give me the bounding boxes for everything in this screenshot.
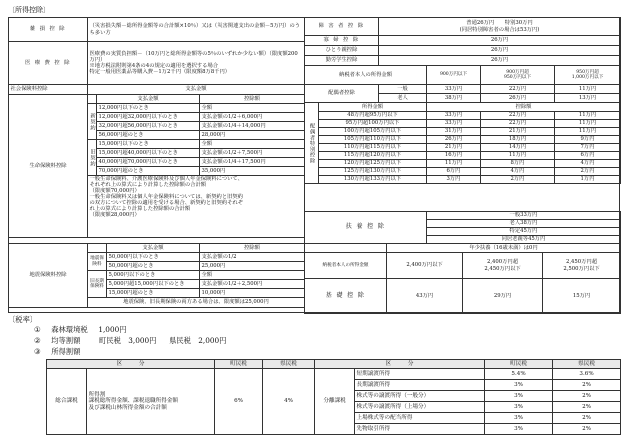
section-header: 〔所得控除〕 xyxy=(8,6,50,14)
haigusha-value: 22万円 xyxy=(481,85,555,94)
seimei-old-ded: 全額 xyxy=(200,140,305,149)
shotokuwari-table xyxy=(46,359,621,435)
seimei-head-paid: 支払金額 xyxy=(97,95,200,104)
tokubetsu-income: 95万円超100万円以下 xyxy=(319,120,427,128)
kiso-col-head: 2,450万円超 2,500万円以下 xyxy=(543,253,621,279)
tokubetsu-value: 22万円 xyxy=(481,120,555,128)
sogo-line: 及び課税山林所得金額の合計額 xyxy=(88,404,167,411)
seimei-new-ded: 全額 xyxy=(200,104,305,113)
seimei-note-line: の双方について控除の適用を受ける場合、新契約と旧契約それぞ xyxy=(89,200,244,207)
tokubetsu-value: 18万円 xyxy=(481,136,555,144)
tokubetsu-income: 115万円超120万円以下 xyxy=(319,152,427,160)
iryo-line: ※地方税法附則第4条の4の規定の適用を選択する場合 xyxy=(89,63,219,69)
seimei-new-label: 新契約 xyxy=(88,104,97,140)
bunri-cho-rate: 5.4% xyxy=(485,369,553,380)
seimei-new-paid: 12,000円以下のとき xyxy=(97,104,200,113)
haigusha-value: 13万円 xyxy=(555,94,621,103)
kiso-col-head: 2,400万円超 2,450万円以下 xyxy=(463,253,543,279)
jishin-note: 地震保険、旧長期保険の両方ある場合は、限度額は25,000円 xyxy=(88,298,305,308)
tokubetsu-value: 4万円 xyxy=(481,168,555,176)
haigusha-value: 33万円 xyxy=(427,85,481,94)
seimei-new-paid: 32,000円超56,000円以下のとき xyxy=(97,122,200,131)
bunri-head-cho: 町民税 xyxy=(485,360,553,369)
kiso-value: 15万円 xyxy=(543,279,621,314)
jishin-long-paid: 5,000円超15,000円以下のとき xyxy=(107,280,200,289)
shogai-line: (同居特別障害者の場合は53万円) xyxy=(459,26,540,33)
seimei-note-line: （限度額28,000円） xyxy=(89,212,140,219)
bunri-ken-rate: 2% xyxy=(553,413,621,424)
jishin-quake-paid: 50,000円以下のとき xyxy=(107,253,200,262)
kafu-label: 寡 婦 控 除 xyxy=(305,36,379,46)
kiso-table xyxy=(304,243,621,314)
bunri-kubun: 先物取引所得 xyxy=(355,424,485,435)
tokubetsu-value: 11万円 xyxy=(481,152,555,160)
hitorioya-label: ひとり親控除 xyxy=(305,46,379,56)
haigusha-value: 26万円 xyxy=(481,94,555,103)
jishin-quake-label: 地震保険料 xyxy=(88,253,107,271)
sogo-head-ken: 県民税 xyxy=(263,360,315,369)
tokubetsu-value: 16万円 xyxy=(427,152,481,160)
haigusha-value: 38万円 xyxy=(427,94,481,103)
zeiritsu-line2-num: ② xyxy=(34,336,41,345)
tokubetsu-income: 130万円超133万円以下 xyxy=(319,176,427,184)
jishin-long-ded: 10,000円 xyxy=(200,289,305,298)
bunri-cho-rate: 3% xyxy=(485,380,553,391)
tokubetsu-income: 125万円超130万円以下 xyxy=(319,168,427,176)
haigusha-label: 配偶者控除 xyxy=(305,85,379,103)
jishin-long-ded: 支払金額の1/2＋2,500円 xyxy=(200,280,305,289)
zeiritsu-line3 xyxy=(34,348,80,356)
zeiritsu-line2 xyxy=(34,337,226,345)
seimei-table xyxy=(8,94,305,238)
iryo-label: 医 療 費 控 除 xyxy=(9,42,88,85)
seimei-new-ded: 支払金額の1/4＋14,000円 xyxy=(200,122,305,131)
sogo-ken-rate: 4% xyxy=(263,369,315,435)
sogo-head-kubun: 区 分 xyxy=(47,360,215,369)
tokubetsu-value: 22万円 xyxy=(481,112,555,120)
seimei-old-paid: 15,000円超40,000円以下のとき xyxy=(97,149,200,158)
seimei-note-line: 一般生命保険料又は個人年金保険料については、新契約と旧契約 xyxy=(89,194,244,201)
jishin-quake-ded: 支払金額の1/2 xyxy=(200,253,305,262)
seimei-label: 生命保険料控除 xyxy=(9,95,88,238)
jishin-long-paid: 15,000円超のとき xyxy=(107,289,200,298)
bunri-ken-rate: 2% xyxy=(553,402,621,413)
bunri-kubun: 長期譲渡所得 xyxy=(355,380,485,391)
zeiritsu-line1 xyxy=(34,326,127,334)
tokubetsu-income: 100万円超105万円以下 xyxy=(319,128,427,136)
zasson-label: 雑 損 控 除 xyxy=(9,18,88,42)
jishin-quake-paid: 50,000円超のとき xyxy=(107,262,200,271)
tokubetsu-value: 2万円 xyxy=(481,176,555,184)
kiso-value: 43万円 xyxy=(387,279,463,314)
tokubetsu-income: 110万円超115万円以下 xyxy=(319,144,427,152)
fuyo-table xyxy=(304,211,621,244)
seimei-note-line: れ上の算式により計算した控除額の合計額 xyxy=(89,206,191,213)
haigusha-col-head: 900万円以下 xyxy=(427,66,481,85)
shogai-line: 普通26万円 特別30万円 xyxy=(466,20,533,27)
tokubetsu-value: 11万円 xyxy=(555,120,621,128)
bunri-head-ken: 県民税 xyxy=(553,360,621,369)
tokubetsu-value: 7万円 xyxy=(555,144,621,152)
jishin-head-ded: 控除額 xyxy=(200,244,305,253)
zeiritsu-line3-label: 所得割額 xyxy=(51,347,81,356)
seimei-old-paid: 40,000円超70,000円以下のとき xyxy=(97,158,200,167)
bunri-ken-rate: 2% xyxy=(553,380,621,391)
bunri-label: 分離課税 xyxy=(315,369,355,435)
kafu-value: 26万円 xyxy=(379,36,621,46)
tokubetsu-income: 48万円超95万円以下 xyxy=(319,112,427,120)
zeiritsu-line2-cho: 町民税 3,000円 xyxy=(99,336,157,345)
seimei-new-paid: 12,000円超32,000円以下のとき xyxy=(97,113,200,122)
sogo-label: 総合課税 xyxy=(47,369,87,435)
bunri-cho-rate: 3% xyxy=(485,424,553,435)
seimei-old-paid: 15,000円以下のとき xyxy=(97,140,200,149)
jishin-table xyxy=(8,243,305,308)
fuyo-label: 扶 養 控 除 xyxy=(305,212,427,244)
kiso-value: 29万円 xyxy=(463,279,543,314)
kinro-label: 勤労学生控除 xyxy=(305,56,379,66)
jishin-long-paid: 5,000円以下のとき xyxy=(107,271,200,280)
tokubetsu-value: 6万円 xyxy=(427,168,481,176)
haigusha-value: 11万円 xyxy=(555,85,621,94)
shakai-label: 社会保険料控除 xyxy=(9,85,88,95)
sogo-line: 課税総所得金額、課税退職所得金額 xyxy=(88,398,179,405)
haigusha-income-head: 納税者本人の所得金額 xyxy=(305,66,427,85)
seimei-note-line: それぞれ上の算式により計算した控除額の合計額 xyxy=(89,182,207,189)
seimei-note-line: （限度額70,000円） xyxy=(89,188,140,195)
tokubetsu-value: 33万円 xyxy=(427,112,481,120)
right-top-table xyxy=(304,17,621,66)
bunri-ken-rate: 3.6% xyxy=(553,369,621,380)
left-deduction-table xyxy=(8,17,305,95)
tokubetsu-value: 1万円 xyxy=(555,176,621,184)
seimei-note-line: 一般生命保険料、介護医療保険料及び個人年金保険料について、 xyxy=(89,176,243,182)
sogo-cho-rate: 6% xyxy=(215,369,263,435)
tokubetsu-value: 8万円 xyxy=(481,160,555,168)
bunri-ken-rate: 2% xyxy=(553,391,621,402)
jishin-long-ded: 全額 xyxy=(200,271,305,280)
seimei-old-ded: 35,000円 xyxy=(200,167,305,176)
tokubetsu-table xyxy=(304,102,621,184)
haigusha-table xyxy=(304,65,621,103)
zeiritsu-header: 〔税率〕 xyxy=(8,315,38,324)
kiso-label: 基 礎 控 除 xyxy=(305,279,387,314)
tokubetsu-value: 9万円 xyxy=(555,136,621,144)
shogai-label: 障 害 者 控 除 xyxy=(305,18,379,36)
bunri-cho-rate: 3% xyxy=(485,413,553,424)
kiso-col-head: 2,400万円以下 xyxy=(387,253,463,279)
jishin-head-paid: 支払金額 xyxy=(107,244,200,253)
kinro-value: 26万円 xyxy=(379,56,621,66)
tokubetsu-value: 11万円 xyxy=(555,112,621,120)
sogo-text xyxy=(87,369,215,435)
fuyo-value: 一般33万円 xyxy=(427,212,621,220)
seimei-old-paid: 70,000円超のとき xyxy=(97,167,200,176)
tokubetsu-value: 33万円 xyxy=(427,120,481,128)
zeiritsu-line1-value: 1,000円 xyxy=(98,325,127,334)
tokubetsu-value: 31万円 xyxy=(427,128,481,136)
zeiritsu-line1-num: ① xyxy=(34,325,41,334)
seimei-new-ded: 28,000円 xyxy=(200,131,305,140)
tokubetsu-label: 配偶者特別控除 xyxy=(305,103,319,184)
jishin-quake-ded: 25,000円 xyxy=(200,262,305,271)
tokubetsu-value: 6万円 xyxy=(555,152,621,160)
iryo-line: 医療費の実質負担額－（10万円と総所得金額等の5％のいずれか少ない額）（限度額200万円） xyxy=(89,50,298,63)
bunri-kubun: 株式等の譲渡所得（一般分） xyxy=(355,391,485,402)
seimei-old-label: 旧契約 xyxy=(88,140,97,176)
tokubetsu-value: 26万円 xyxy=(427,136,481,144)
seimei-old-ded: 支払金額の1/2＋7,500円 xyxy=(200,149,305,158)
haigusha-row-label: 老人 xyxy=(379,94,427,103)
kiso-income-head: 納税者本人の所得金額 xyxy=(305,253,387,279)
haigusha-col-head: 950万円超 1,000万円以下 xyxy=(555,66,621,85)
fuyo-value: 同居老親等45万円 xyxy=(427,236,621,244)
shakai-text: 支払金額 xyxy=(88,85,305,95)
bunri-kubun: 上場株式等の配当所得 xyxy=(355,413,485,424)
tokubetsu-income: 105万円超110万円以下 xyxy=(319,136,427,144)
sogo-line: 所得割 xyxy=(88,391,106,398)
tokubetsu-value: 14万円 xyxy=(481,144,555,152)
tokubetsu-value: 11万円 xyxy=(555,128,621,136)
bunri-ken-rate: 2% xyxy=(553,424,621,435)
bunri-cho-rate: 3% xyxy=(485,402,553,413)
seimei-new-paid: 56,000円超のとき xyxy=(97,131,200,140)
iryo-line: 特定一般用医薬品等購入費－1万2千円（限度額8万8千円） xyxy=(89,69,231,76)
haigusha-row-label: 一般 xyxy=(379,85,427,94)
seimei-old-ded: 支払金額の1/4＋17,500円 xyxy=(200,158,305,167)
bunri-head-kubun: 区 分 xyxy=(315,360,485,369)
zeiritsu-line3-num: ③ xyxy=(34,347,41,356)
fuyo-value: 老人38万円 xyxy=(427,220,621,228)
hitorioya-value: 26万円 xyxy=(379,46,621,56)
bunri-cho-rate: 3% xyxy=(485,391,553,402)
shogai-text xyxy=(379,18,621,36)
tokubetsu-value: 2万円 xyxy=(555,168,621,176)
zeiritsu-line2-label: 均等割額 xyxy=(51,336,81,345)
zeiritsu-line2-ken: 県民税 2,000円 xyxy=(169,336,227,345)
jishin-label: 地震保険料控除 xyxy=(9,244,88,308)
haigusha-col-head: 900万円超 950万円以下 xyxy=(481,66,555,85)
tokubetsu-head-ded: 控除額 xyxy=(427,103,621,112)
tokubetsu-income: 120万円超125万円以下 xyxy=(319,160,427,168)
sogo-head-cho: 町民税 xyxy=(215,360,263,369)
kiso-age-head: 年少扶養（16歳未満）は0円 xyxy=(387,244,621,253)
seimei-notes xyxy=(88,176,305,238)
fuyo-value: 特定45万円 xyxy=(427,228,621,236)
tokubetsu-value: 4万円 xyxy=(555,160,621,168)
tokubetsu-value: 21万円 xyxy=(427,144,481,152)
zasson-text: （災害損失額－総所得金額等の合計額×10％）又は（災害関連支出の金額－5万円）のうち多い方 xyxy=(88,18,305,42)
tokubetsu-head-income: 所得金額 xyxy=(319,103,427,112)
seimei-new-ded: 支払金額の1/2＋6,000円 xyxy=(200,113,305,122)
jishin-long-label: 旧長期保険料 xyxy=(88,271,107,298)
seimei-head-ded: 控除額 xyxy=(200,95,305,104)
tokubetsu-value: 3万円 xyxy=(427,176,481,184)
tokubetsu-value: 11万円 xyxy=(427,160,481,168)
bunri-kubun: 短期譲渡所得 xyxy=(355,369,485,380)
bunri-kubun: 株式等の譲渡所得（上場分） xyxy=(355,402,485,413)
tokubetsu-value: 21万円 xyxy=(481,128,555,136)
iryo-text xyxy=(88,42,305,85)
zeiritsu-line1-label: 森林環境税 xyxy=(51,325,88,334)
